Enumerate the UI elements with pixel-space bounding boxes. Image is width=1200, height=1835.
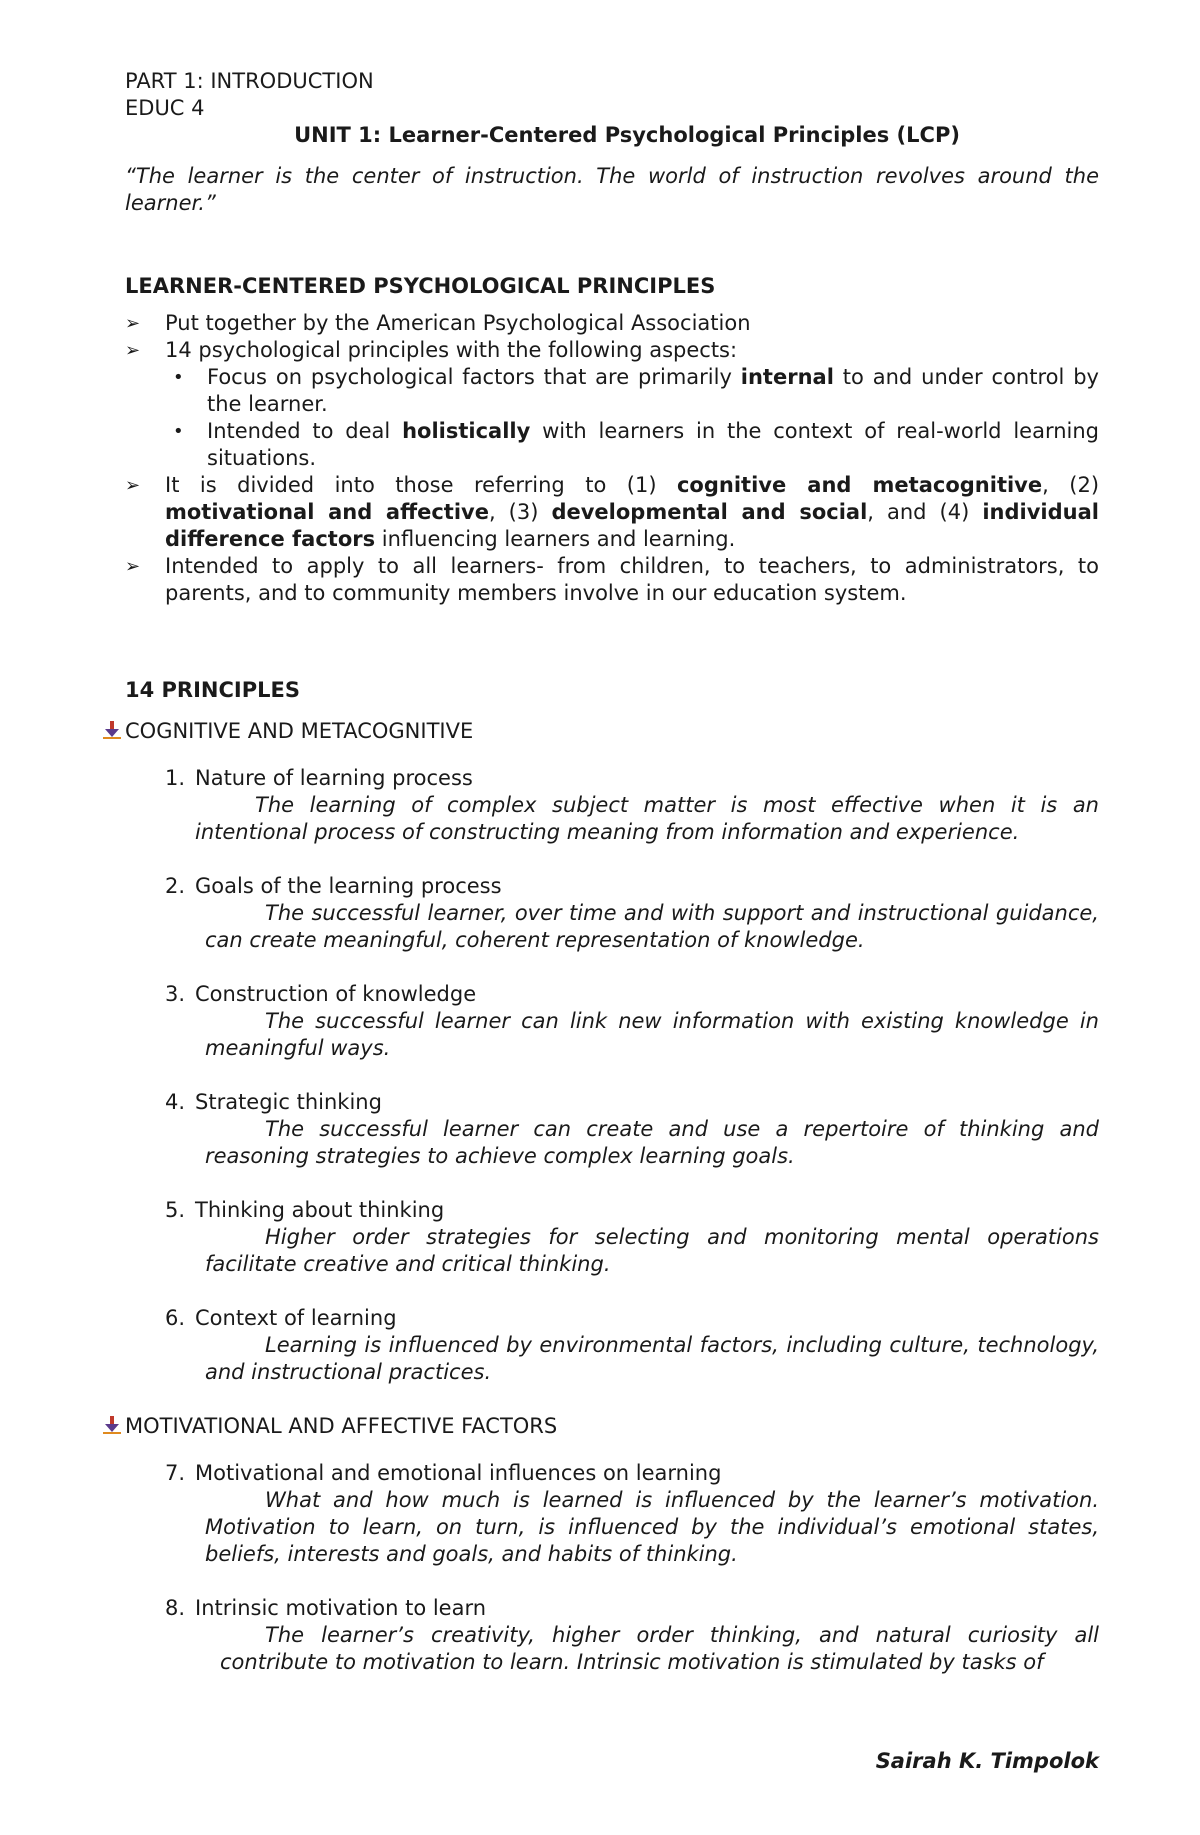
principle-item: 2. Goals of the learning process The successful learner, over time and with support and instructional guidance, can create meaningful, coherent representation of knowledge. xyxy=(125,873,1099,954)
arrow-bullet-icon: ➢ xyxy=(125,313,141,334)
principle-description: Higher order strategies for selecting and monitoring mental operations facilitate creative and critical thinking. xyxy=(205,1225,1099,1276)
principle-item: 8. Intrinsic motivation to learn The learner’s creativity, higher order thinking, and natural curiosity all contribute to motivation to learn. Intrinsic motivation is stimulated by tasks of xyxy=(125,1595,1099,1676)
principle-title: Context of learning xyxy=(195,1306,397,1330)
course-code: EDUC 4 xyxy=(125,96,205,120)
dot-bullet-icon: • xyxy=(173,421,184,442)
principle-description: The successful learner, over time and with support and instructional guidance, can create meaningful, coherent representation of knowledge. xyxy=(205,901,1099,952)
aspects-list xyxy=(165,364,1099,472)
principle-description: What and how much is learned is influenced by the learner’s motivation. Motivation to learn, on turn, is influenced by the individual’s emotional states, beliefs, interests and goals, and habits of thinking. xyxy=(205,1488,1099,1566)
principle-item: 6. Context of learning Learning is influenced by environmental factors, including culture, technology, and instructional practices. xyxy=(125,1305,1099,1386)
list-item: ➢ It is divided into those referring to (1) cognitive and metacognitive, (2) motivational and affective, (3) developmental and social, and (4) individual difference factors influencing learners and learning. xyxy=(125,473,1100,551)
principle-description: The successful learner can link new information with existing knowledge in meaningful ways. xyxy=(205,1009,1099,1060)
part-heading: PART 1: INTRODUCTION xyxy=(125,69,374,93)
principle-item: 4. Strategic thinking The successful learner can create and use a repertoire of thinking and reasoning strategies to achieve complex learning goals. xyxy=(125,1089,1099,1170)
principle-description: The learning of complex subject matter is most effective when it is an intentional process of constructing meaning from information and experience. xyxy=(195,793,1099,844)
intro-quote: “The learner is the center of instruction. The world of instruction revolves around the learner.” xyxy=(125,164,1099,215)
category-heading: MOTIVATIONAL AND AFFECTIVE FACTORS xyxy=(125,1413,1099,1440)
list-item: ➢ 14 psychological principles with the following aspects: xyxy=(125,338,738,362)
arrow-bullet-icon: ➢ xyxy=(125,556,141,577)
principle-title: Motivational and emotional influences on learning xyxy=(195,1461,722,1485)
principle-item: 5. Thinking about thinking Higher order strategies for selecting and monitoring mental operations facilitate creative and critical thinking. xyxy=(125,1197,1099,1278)
list-item xyxy=(95,364,1099,472)
category-marker-icon xyxy=(103,720,121,740)
principle-description: The learner’s creativity, higher order thinking, and natural curiosity all contribute to motivation to learn. Intrinsic motivation is stimulated by tasks of xyxy=(220,1623,1099,1674)
dot-bullet-icon: • xyxy=(173,367,184,388)
principle-title: Nature of learning process xyxy=(195,766,473,790)
arrow-bullet-icon: ➢ xyxy=(125,475,141,496)
arrow-bullet-icon: ➢ xyxy=(125,340,141,361)
principle-title: Strategic thinking xyxy=(195,1090,382,1114)
list-item: • Focus on psychological factors that are primarily internal to and under control by the learner. xyxy=(173,365,1099,416)
list-item: ➢ Put together by the American Psychological Association xyxy=(125,311,751,335)
category-heading: COGNITIVE AND METACOGNITIVE xyxy=(125,718,1099,745)
principle-description: The successful learner can create and use a repertoire of thinking and reasoning strategies to achieve complex learning goals. xyxy=(205,1117,1099,1168)
lcp-section-title: LEARNER-CENTERED PSYCHOLOGICAL PRINCIPLES xyxy=(125,274,716,298)
author-signature: Sairah K. Timpolok xyxy=(875,1749,1099,1773)
principle-description: Learning is influenced by environmental factors, including culture, technology, and instructional practices. xyxy=(205,1333,1099,1384)
list-item: • Intended to deal holistically with learners in the context of real-world learning situations. xyxy=(173,419,1099,470)
unit-title: UNIT 1: Learner-Centered Psychological Principles (LCP) xyxy=(294,123,960,147)
lcp-list xyxy=(125,310,1099,607)
principle-title: Intrinsic motivation to learn xyxy=(195,1596,487,1620)
document-content xyxy=(125,68,1099,1703)
principle-title: Construction of knowledge xyxy=(195,982,477,1006)
list-item: ➢ Intended to apply to all learners- from children, to teachers, to administrators, to parents, and to community members involve in our education system. xyxy=(125,554,1099,605)
principle-item: 7. Motivational and emotional influences on learning What and how much is learned is influenced by the learner’s motivation. Motivation to learn, on turn, is influenced by the individual’s emotional states, beliefs, interests and goals, and habits of thinking. xyxy=(125,1460,1099,1568)
category-marker-icon xyxy=(103,1415,121,1435)
principle-title: Thinking about thinking xyxy=(195,1198,445,1222)
principles-title: 14 PRINCIPLES xyxy=(125,678,300,702)
principle-title: Goals of the learning process xyxy=(195,874,502,898)
principle-item: 3. Construction of knowledge The successful learner can link new information with existing knowledge in meaningful ways. xyxy=(125,981,1099,1062)
principle-item: 1. Nature of learning process The learning of complex subject matter is most effective when it is an intentional process of constructing meaning from information and experience. xyxy=(125,765,1099,846)
